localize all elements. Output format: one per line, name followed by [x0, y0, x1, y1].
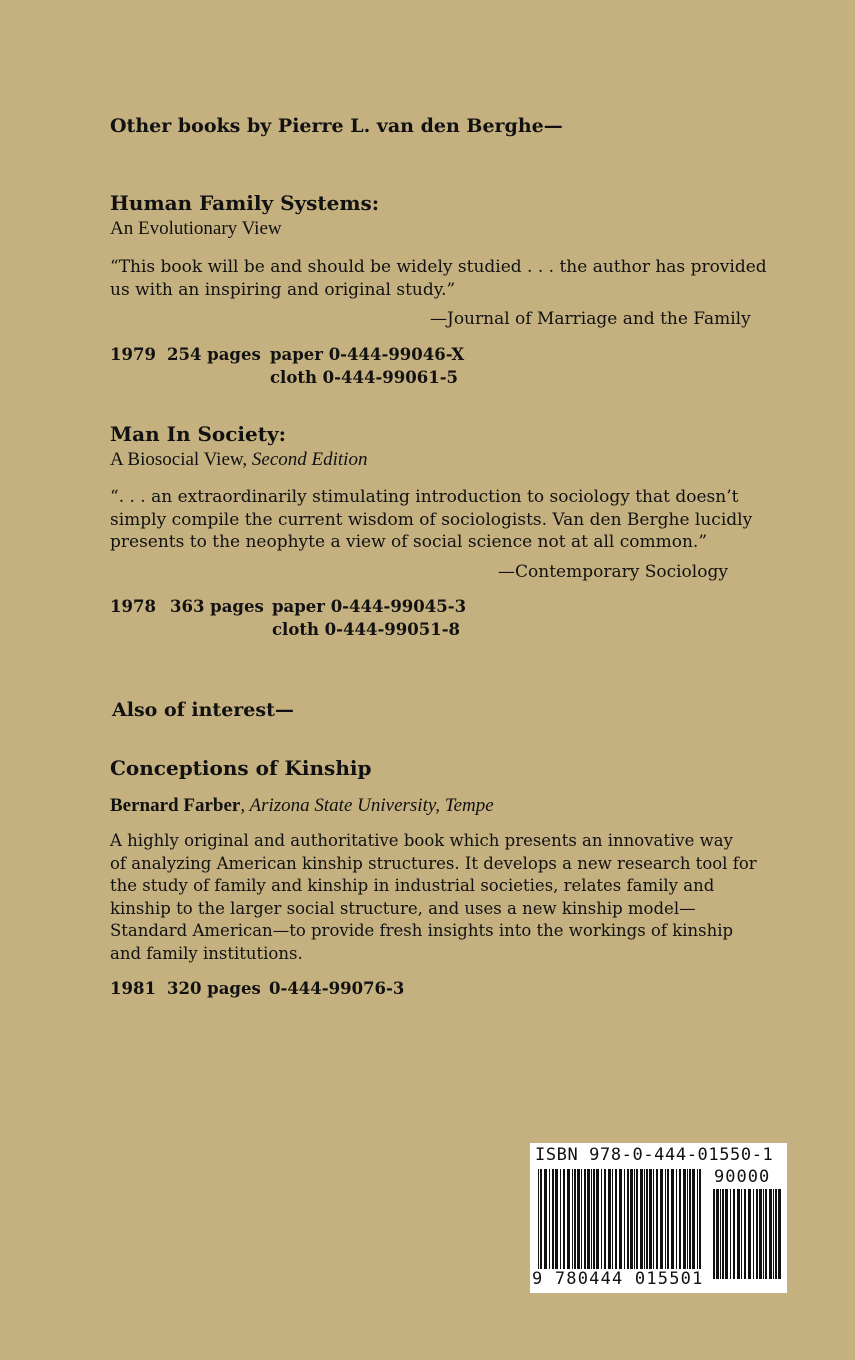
book-title: Human Family Systems: [110, 191, 380, 215]
barcode-bar [671, 1169, 674, 1269]
barcode-bar [640, 1169, 643, 1269]
barcode-bar [725, 1189, 728, 1279]
barcode-bar [630, 1169, 633, 1269]
other-books-heading: Other books by Pierre L. van den Berghe— [110, 115, 563, 137]
book-isbn-cloth: cloth 0-444-99051-8 [272, 620, 461, 639]
barcode-bar [563, 1169, 565, 1269]
barcode-bar [612, 1169, 613, 1269]
barcode-isbn-label: ISBN 978-0-444-01550-1 [535, 1145, 774, 1165]
barcode-bar [778, 1189, 781, 1279]
barcode-bar [748, 1189, 751, 1279]
barcode-bar [624, 1169, 625, 1269]
barcode-bar [716, 1189, 719, 1279]
barcode-bar [646, 1169, 648, 1269]
barcode-bar [634, 1169, 635, 1269]
barcode-bar [679, 1169, 681, 1269]
barcode-bar [560, 1169, 561, 1269]
featured-isbn: 0-444-99076-3 [269, 979, 405, 998]
featured-author: Bernard Farber, Arizona State University, Tempe [110, 795, 494, 816]
barcode-bar [775, 1189, 777, 1279]
barcode-bar [722, 1189, 724, 1279]
barcode-bar [555, 1169, 558, 1269]
featured-title: Conceptions of Kinship [110, 756, 372, 780]
also-of-interest-heading: Also of interest— [112, 699, 294, 721]
review-attribution: —Contemporary Sociology [498, 562, 728, 582]
book-subtitle: An Evolutionary View [110, 218, 282, 239]
barcode-bar [733, 1189, 735, 1279]
barcode-bar [720, 1189, 721, 1279]
barcode-bar [574, 1169, 576, 1269]
featured-description: A highly original and authoritative book which presents an innovative way of analyzing American kinship structures. It develops a new research tool for the study of family and kinship in industrial societies, relates family and kinship to the larger social structure, and uses a new kinship model— Standard American—to provide fresh insights into the workings of kinship and family institutions. [110, 831, 757, 963]
barcode-bar [697, 1169, 698, 1269]
barcode-bar [649, 1169, 652, 1269]
barcode-bar [765, 1189, 767, 1279]
barcode-bar [538, 1169, 539, 1269]
barcode-price-code: 90000 [714, 1167, 771, 1187]
barcode-bar [627, 1169, 629, 1269]
book-pages: 363 pages [170, 597, 264, 616]
barcode-bar [581, 1169, 582, 1269]
barcode-bar [699, 1169, 701, 1269]
barcode-bar [577, 1169, 580, 1269]
barcode-bar [567, 1169, 570, 1269]
barcode-bar [683, 1169, 686, 1269]
book-review-quote: “. . . an extraordinarily stimulating introduction to sociology that doesn’t simply compile the current wisdom of sociologists. Van den Berghe lucidly presents to the neophyte a view of social science not at all common.” [110, 487, 753, 552]
barcode-bar [692, 1169, 695, 1269]
barcode-bar [769, 1189, 772, 1279]
review-attribution: —Journal of Marriage and the Family [430, 309, 751, 329]
ean-bars [538, 1169, 702, 1269]
barcode-bar [619, 1169, 622, 1269]
barcode-bar [687, 1169, 688, 1269]
book-isbn-paper: paper 0-444-99045-3 [272, 597, 467, 616]
barcode-bar [540, 1169, 542, 1269]
barcode-bar [587, 1169, 590, 1269]
book-review-quote: “This book will be and should be widely studied . . . the author has provided us with an inspiring and original study.” [110, 257, 767, 300]
book-year: 1979 [110, 345, 156, 364]
barcode-bar [656, 1169, 658, 1269]
barcode-bar [689, 1169, 691, 1269]
barcode-ean-digits: 9 780444 015501 [532, 1269, 704, 1289]
featured-pages: 320 pages [167, 979, 261, 998]
featured-year: 1981 [110, 979, 156, 998]
barcode-bar [744, 1189, 746, 1279]
barcode-bar [604, 1169, 606, 1269]
addon-bars [713, 1189, 781, 1279]
barcode-bar [615, 1169, 617, 1269]
book-isbn-paper: paper 0-444-99046-X [270, 345, 465, 364]
barcode-bar [763, 1189, 764, 1279]
barcode-bar [593, 1169, 595, 1269]
barcode-bar [596, 1169, 599, 1269]
barcode-bar [741, 1189, 742, 1279]
barcode-bar [584, 1169, 586, 1269]
barcode-bar [753, 1189, 754, 1279]
barcode-bar [544, 1169, 547, 1269]
barcode-bar [665, 1169, 666, 1269]
book-title: Man In Society: [110, 422, 286, 446]
barcode-bar [608, 1169, 611, 1269]
barcode-bar [676, 1169, 677, 1269]
barcode-bar [660, 1169, 663, 1269]
barcode-bar [601, 1169, 602, 1269]
isbn-barcode [530, 1143, 787, 1293]
barcode-bar [713, 1189, 715, 1279]
barcode-bar [552, 1169, 554, 1269]
barcode-bar [730, 1189, 731, 1279]
barcode-bar [549, 1169, 550, 1269]
book-year: 1978 [110, 597, 156, 616]
barcode-bar [759, 1189, 762, 1279]
barcode-bar [644, 1169, 645, 1269]
book-subtitle: A Biosocial View, Second Edition [110, 449, 368, 470]
barcode-bar [591, 1169, 592, 1269]
book-isbn-cloth: cloth 0-444-99061-5 [270, 368, 459, 387]
barcode-bar [653, 1169, 654, 1269]
book-pages: 254 pages [167, 345, 261, 364]
barcode-bar [572, 1169, 573, 1269]
barcode-bar [737, 1189, 740, 1279]
barcode-bar [667, 1169, 669, 1269]
barcode-bar [756, 1189, 758, 1279]
barcode-bar [636, 1169, 638, 1269]
barcode-bar [773, 1189, 774, 1279]
